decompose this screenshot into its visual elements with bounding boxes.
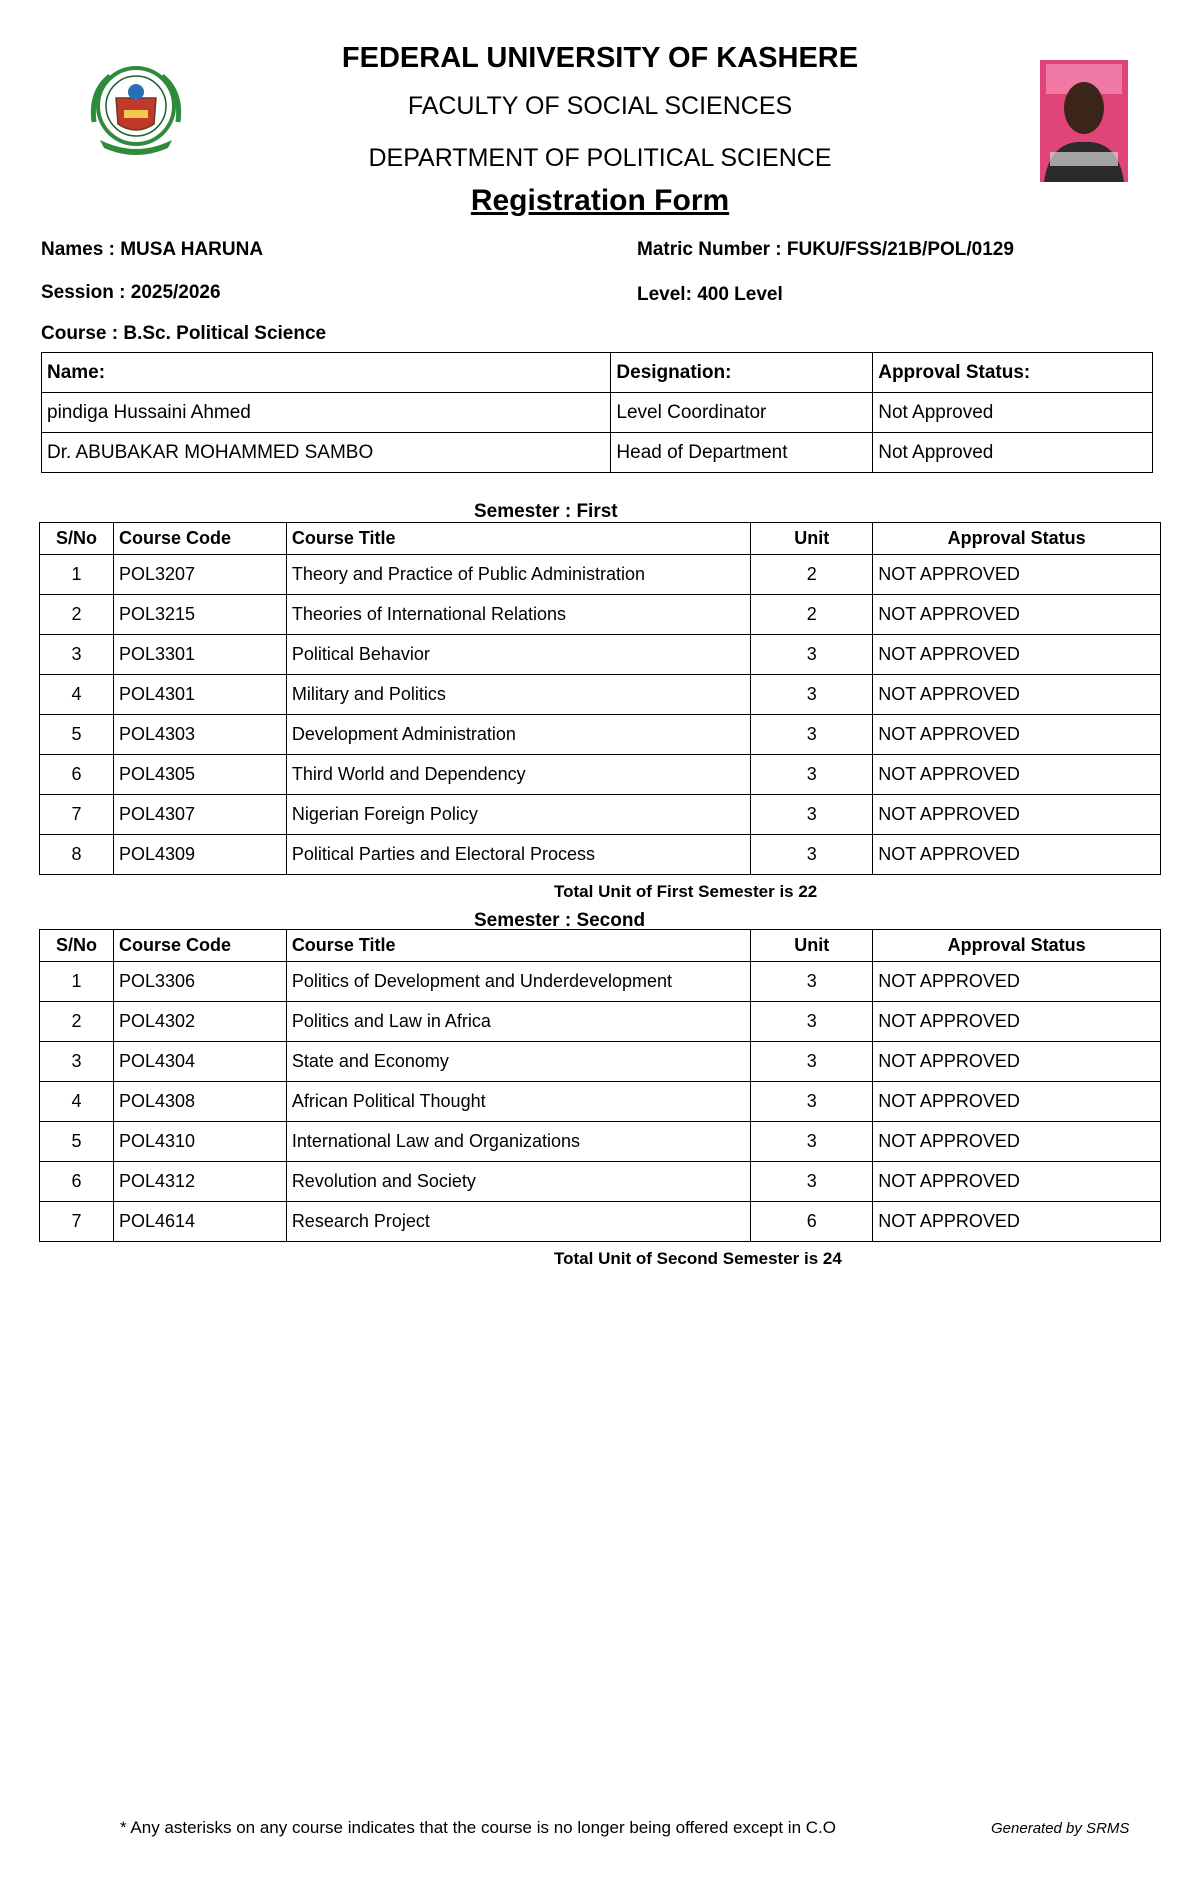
approvers-table bbox=[41, 352, 1153, 473]
course-code: POL4301 bbox=[113, 675, 286, 715]
course-row bbox=[40, 795, 1161, 835]
course-row bbox=[40, 1162, 1161, 1202]
course-sno: 6 bbox=[40, 1162, 114, 1202]
course-row bbox=[40, 675, 1161, 715]
course-sno: 8 bbox=[40, 835, 114, 875]
approver-status: Not Approved bbox=[873, 433, 1153, 473]
approver-name: Dr. ABUBAKAR MOHAMMED SAMBO bbox=[42, 433, 611, 473]
course-code: POL4308 bbox=[113, 1082, 286, 1122]
course-sno: 3 bbox=[40, 635, 114, 675]
course-sno: 4 bbox=[40, 1082, 114, 1122]
course-header-row bbox=[40, 523, 1161, 555]
course-title: Development Administration bbox=[286, 715, 751, 755]
course-title: Revolution and Society bbox=[286, 1162, 751, 1202]
first-semester-table bbox=[39, 522, 1161, 875]
course-unit: 3 bbox=[751, 715, 873, 755]
header-course-code: Course Code bbox=[113, 523, 286, 555]
course-approval-status: NOT APPROVED bbox=[873, 1162, 1161, 1202]
course-approval-status: NOT APPROVED bbox=[873, 1202, 1161, 1242]
course-title: African Political Thought bbox=[286, 1082, 751, 1122]
approvers-header-row bbox=[42, 353, 1153, 393]
header-approval-status: Approval Status bbox=[873, 930, 1161, 962]
course-approval-status: NOT APPROVED bbox=[873, 715, 1161, 755]
course-title: Political Parties and Electoral Process bbox=[286, 835, 751, 875]
first-semester-title: Semester : First bbox=[474, 501, 618, 522]
course-unit: 3 bbox=[751, 835, 873, 875]
course-row bbox=[40, 962, 1161, 1002]
course-sno: 7 bbox=[40, 795, 114, 835]
course-title: State and Economy bbox=[286, 1042, 751, 1082]
course-unit: 3 bbox=[751, 1042, 873, 1082]
header-course-title: Course Title bbox=[286, 523, 751, 555]
header-approval-status: Approval Status bbox=[873, 523, 1161, 555]
course-unit: 3 bbox=[751, 1082, 873, 1122]
course-row bbox=[40, 1202, 1161, 1242]
header-course-code: Course Code bbox=[113, 930, 286, 962]
header-designation: Designation: bbox=[611, 353, 873, 393]
course-title: Politics and Law in Africa bbox=[286, 1002, 751, 1042]
matric-number: Matric Number : FUKU/FSS/21B/POL/0129 bbox=[637, 239, 1014, 260]
header-sno: S/No bbox=[40, 930, 114, 962]
course-code: POL3207 bbox=[113, 555, 286, 595]
course-code: POL4303 bbox=[113, 715, 286, 755]
approver-designation: Head of Department bbox=[611, 433, 873, 473]
approver-name: pindiga Hussaini Ahmed bbox=[42, 393, 611, 433]
footer-note: * Any asterisks on any course indicates that the course is no longer being offered except in C.O bbox=[120, 1818, 836, 1837]
header-sno: S/No bbox=[40, 523, 114, 555]
course-code: POL4307 bbox=[113, 795, 286, 835]
course-sno: 1 bbox=[40, 962, 114, 1002]
course-row bbox=[40, 715, 1161, 755]
course-code: POL4614 bbox=[113, 1202, 286, 1242]
approver-row bbox=[42, 433, 1153, 473]
course-sno: 5 bbox=[40, 715, 114, 755]
course-title: International Law and Organizations bbox=[286, 1122, 751, 1162]
course-unit: 3 bbox=[751, 675, 873, 715]
first-semester-total: Total Unit of First Semester is 22 bbox=[554, 882, 818, 901]
course-sno: 1 bbox=[40, 555, 114, 595]
course-approval-status: NOT APPROVED bbox=[873, 1082, 1161, 1122]
course-unit: 3 bbox=[751, 1122, 873, 1162]
course-code: POL4302 bbox=[113, 1002, 286, 1042]
course-row bbox=[40, 595, 1161, 635]
header-name: Name: bbox=[42, 353, 611, 393]
course-sno: 5 bbox=[40, 1122, 114, 1162]
course-title: Nigerian Foreign Policy bbox=[286, 795, 751, 835]
course-unit: 2 bbox=[751, 595, 873, 635]
course-unit: 6 bbox=[751, 1202, 873, 1242]
header-unit: Unit bbox=[751, 930, 873, 962]
course-unit: 3 bbox=[751, 795, 873, 835]
second-semester-title: Semester : Second bbox=[474, 910, 646, 931]
course-title: Research Project bbox=[286, 1202, 751, 1242]
course-row bbox=[40, 1002, 1161, 1042]
course-row bbox=[40, 555, 1161, 595]
department-name: DEPARTMENT OF POLITICAL SCIENCE bbox=[368, 144, 832, 172]
course-row bbox=[40, 635, 1161, 675]
course-title: Military and Politics bbox=[286, 675, 751, 715]
header-approval-status: Approval Status: bbox=[873, 353, 1153, 393]
course-code: POL4304 bbox=[113, 1042, 286, 1082]
course-title: Third World and Dependency bbox=[286, 755, 751, 795]
course-title: Politics of Development and Underdevelopment bbox=[286, 962, 751, 1002]
course-unit: 2 bbox=[751, 555, 873, 595]
course-sno: 4 bbox=[40, 675, 114, 715]
course-code: POL3306 bbox=[113, 962, 286, 1002]
header-unit: Unit bbox=[751, 523, 873, 555]
approver-row bbox=[42, 393, 1153, 433]
generated-by: Generated by SRMS bbox=[991, 1820, 1130, 1837]
course-approval-status: NOT APPROVED bbox=[873, 675, 1161, 715]
course-title: Theory and Practice of Public Administration bbox=[286, 555, 751, 595]
second-semester-total: Total Unit of Second Semester is 24 bbox=[554, 1249, 842, 1268]
course-sno: 2 bbox=[40, 1002, 114, 1042]
university-name: FEDERAL UNIVERSITY OF KASHERE bbox=[341, 42, 859, 74]
course-unit: 3 bbox=[751, 755, 873, 795]
faculty-name: FACULTY OF SOCIAL SCIENCES bbox=[407, 92, 793, 120]
form-title: Registration Form bbox=[470, 184, 730, 217]
course-sno: 6 bbox=[40, 755, 114, 795]
course-unit: 3 bbox=[751, 1162, 873, 1202]
course-title: Theories of International Relations bbox=[286, 595, 751, 635]
course-approval-status: NOT APPROVED bbox=[873, 1002, 1161, 1042]
course-code: POL3301 bbox=[113, 635, 286, 675]
course-approval-status: NOT APPROVED bbox=[873, 1122, 1161, 1162]
approver-designation: Level Coordinator bbox=[611, 393, 873, 433]
course-approval-status: NOT APPROVED bbox=[873, 595, 1161, 635]
session: Session : 2025/2026 bbox=[41, 282, 221, 303]
second-semester-table bbox=[39, 929, 1161, 1242]
course-title: Political Behavior bbox=[286, 635, 751, 675]
course-sno: 2 bbox=[40, 595, 114, 635]
level: Level: 400 Level bbox=[637, 284, 783, 305]
course-approval-status: NOT APPROVED bbox=[873, 755, 1161, 795]
course-unit: 3 bbox=[751, 962, 873, 1002]
course-approval-status: NOT APPROVED bbox=[873, 555, 1161, 595]
course-code: POL4310 bbox=[113, 1122, 286, 1162]
course-code: POL4305 bbox=[113, 755, 286, 795]
course-code: POL4312 bbox=[113, 1162, 286, 1202]
course-approval-status: NOT APPROVED bbox=[873, 795, 1161, 835]
student-names: Names : MUSA HARUNA bbox=[41, 239, 264, 260]
course-row bbox=[40, 1042, 1161, 1082]
header-course-title: Course Title bbox=[286, 930, 751, 962]
course-sno: 7 bbox=[40, 1202, 114, 1242]
course-approval-status: NOT APPROVED bbox=[873, 835, 1161, 875]
course-approval-status: NOT APPROVED bbox=[873, 962, 1161, 1002]
course-unit: 3 bbox=[751, 1002, 873, 1042]
course-row bbox=[40, 755, 1161, 795]
course-sno: 3 bbox=[40, 1042, 114, 1082]
course-row bbox=[40, 835, 1161, 875]
course-row bbox=[40, 1122, 1161, 1162]
course-programme: Course : B.Sc. Political Science bbox=[41, 323, 327, 344]
course-approval-status: NOT APPROVED bbox=[873, 635, 1161, 675]
course-row bbox=[40, 1082, 1161, 1122]
course-code: POL4309 bbox=[113, 835, 286, 875]
course-code: POL3215 bbox=[113, 595, 286, 635]
course-header-row bbox=[40, 930, 1161, 962]
approver-status: Not Approved bbox=[873, 393, 1153, 433]
course-unit: 3 bbox=[751, 635, 873, 675]
course-approval-status: NOT APPROVED bbox=[873, 1042, 1161, 1082]
